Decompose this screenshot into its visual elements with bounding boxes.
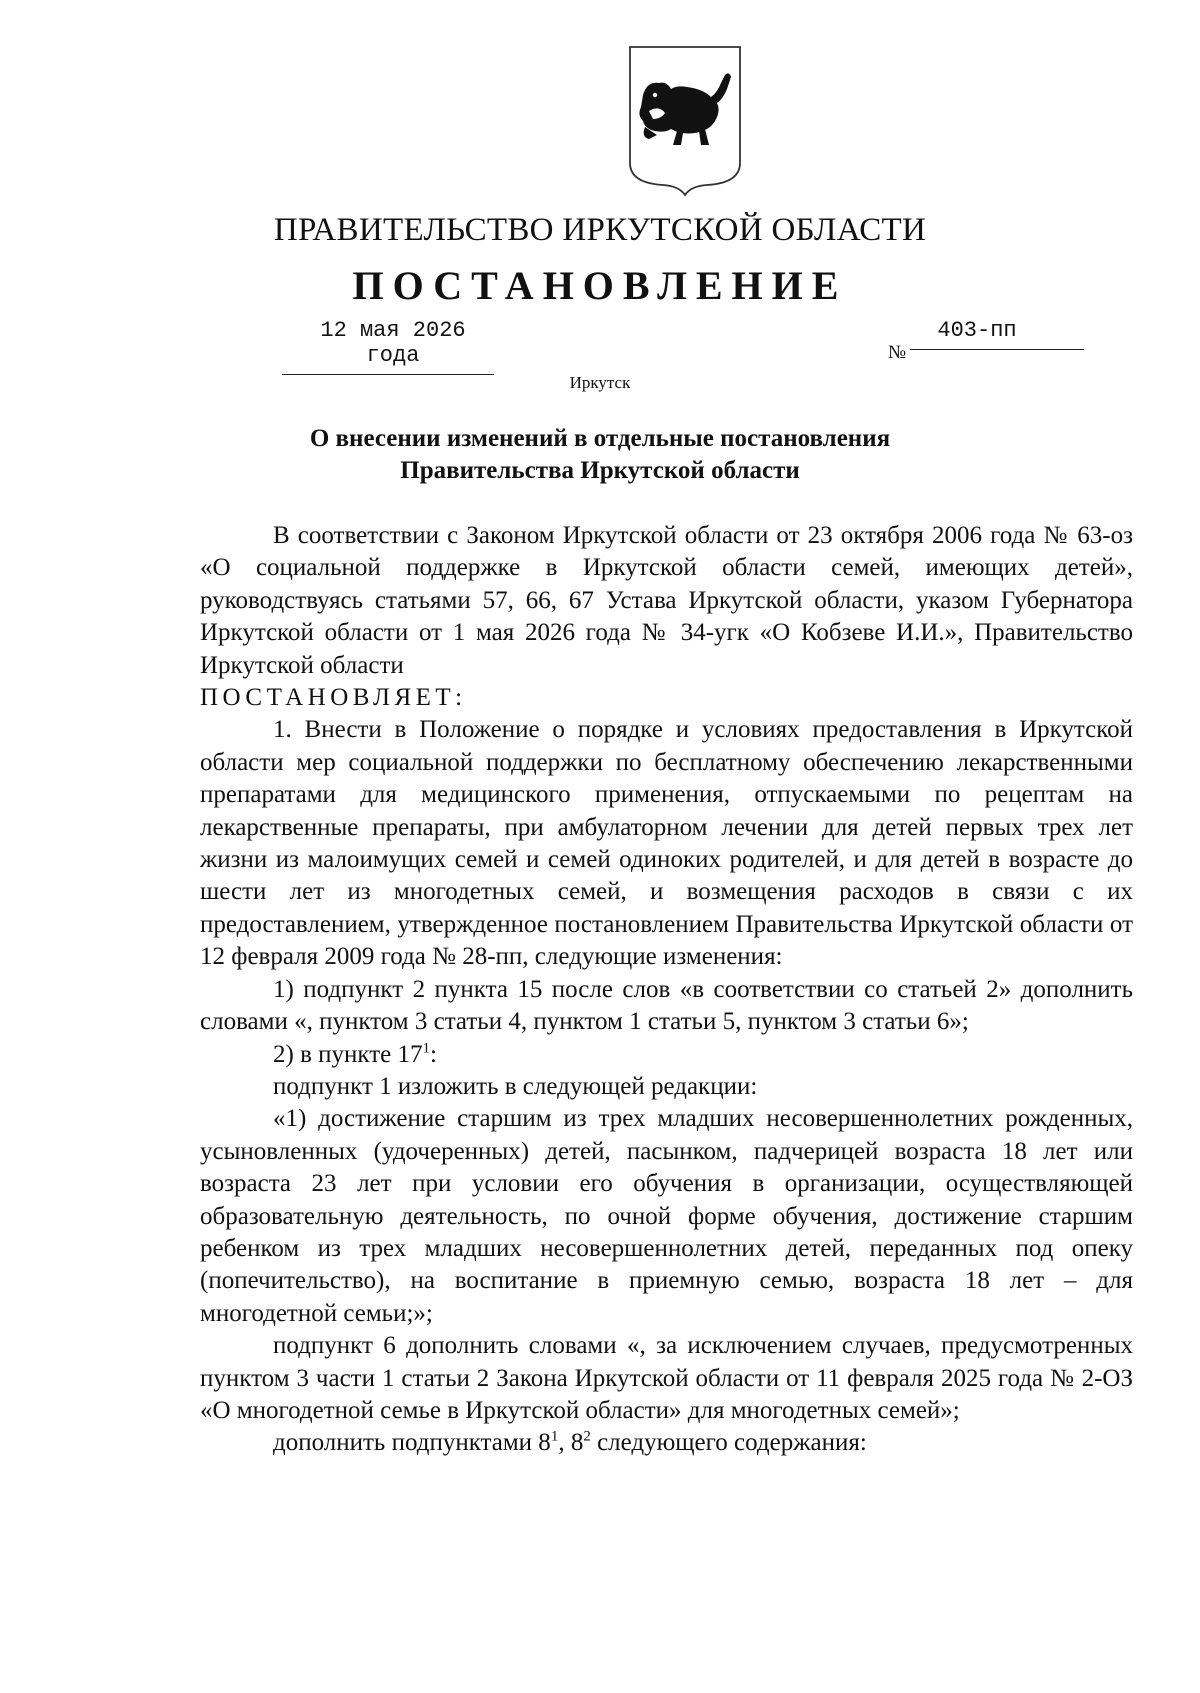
add-subitems-paragraph xyxy=(200,1427,1133,1459)
subitem-6-amendment-paragraph: подпункт 6 дополнить словами «, за исключением случаев, предусмотренных пунктом 3 части 1 статьи 2 Закона Иркутской области от 11 февраля 2025 года № 2-ОЗ «О многодетной семье в Иркутской области» для многодетных семей»; xyxy=(200,1332,1133,1424)
superscript: 1 xyxy=(550,1429,559,1446)
superscript: 2 xyxy=(583,1429,591,1446)
document-body xyxy=(200,520,1133,1460)
number-underline xyxy=(910,349,1084,350)
number-field xyxy=(910,318,1084,350)
subitem-2-intro: подпункт 1 изложить в следующей редакции: xyxy=(273,1072,758,1100)
city: Иркутск xyxy=(569,373,631,392)
resolves-word: ПОСТАНОВЛЯЕТ: xyxy=(200,684,467,712)
subitem-2-colon: : xyxy=(429,1040,437,1068)
title-line-1: О внесении изменений в отдельные постановления xyxy=(309,425,891,452)
add-subitems-text: дополнить подпунктами 8 xyxy=(273,1429,551,1457)
date-field xyxy=(282,318,494,375)
subitem-1-paragraph: 1) подпункт 2 пункта 15 после слов «в соответствии со статьей 2» дополнить словами «, пунктом 3 статьи 4, пунктом 1 статьи 5, пунктом 3 статьи 6»; xyxy=(200,975,1133,1036)
subitem-2-text: 2) в пункте 17 xyxy=(273,1040,423,1068)
document-date: 12 мая 2026 года xyxy=(320,318,466,368)
item-1-paragraph: 1. Внести в Положение о порядке и условиях предоставления в Иркутской области мер социальной поддержки по бесплатному обеспечению лекарственными препаратами для медицинского применения, отпускаемыми по рецептам на лекарственные препараты, при амбулаторном лечении для детей первых трех лет жизни из малоимущих семей и семей одиноких родителей, и для детей в возрасте до шести лет из многодетных семей, и возмещения расходов в связи с их предоставлением, утвержденное постановлением Правительства Иркутской области от 12 февраля 2009 года № 28-пп, следующие изменения: xyxy=(200,716,1133,971)
superscript: 1 xyxy=(422,1040,430,1057)
document-title xyxy=(0,423,1200,487)
preamble-paragraph: В соответствии с Законом Иркутской области от 23 октября 2006 года № 63-оз «О социальной поддержке в Иркутской области семей, имеющих детей», руководствуясь статьями 57, 66, 67 Устава Иркутской области, указом Губернатора Иркутской области от 1 мая 2026 года № 34-угк «О Кобзеве И.И.», Правительство Иркутской области xyxy=(200,522,1133,679)
title-line-2: Правительства Иркутской области xyxy=(400,457,800,484)
subitem-2-paragraph xyxy=(200,1039,1133,1071)
document-type: ПОСТАНОВЛЕНИЕ xyxy=(352,263,848,308)
quoted-amendment-paragraph: «1) достижение старшим из трех младших несовершеннолетних рожденных, усыновленных (удочеренных) детей, пасынком, падчерицей возраста 18 лет или возраста 23 лет при условии его обучения в организации, осуществляющей образовательную деятельность, по очной форме обучения, достижение старшим ребенком из трех младших несовершеннолетних детей, переданных под опеку (попечительство), на воспитание в приемную семью, возраста 18 лет – для многодетной семьи;»; xyxy=(200,1105,1133,1327)
document-number: 403-пп xyxy=(937,318,1017,343)
add-subitems-suffix: следующего содержания: xyxy=(590,1429,867,1457)
organization-name: ПРАВИТЕЛЬСТВО ИРКУТСКОЙ ОБЛАСТИ xyxy=(273,212,927,248)
add-subitems-mid: , 8 xyxy=(558,1429,584,1457)
irkutsk-coat-of-arms-emblem xyxy=(625,45,745,200)
number-label: № xyxy=(888,342,907,363)
